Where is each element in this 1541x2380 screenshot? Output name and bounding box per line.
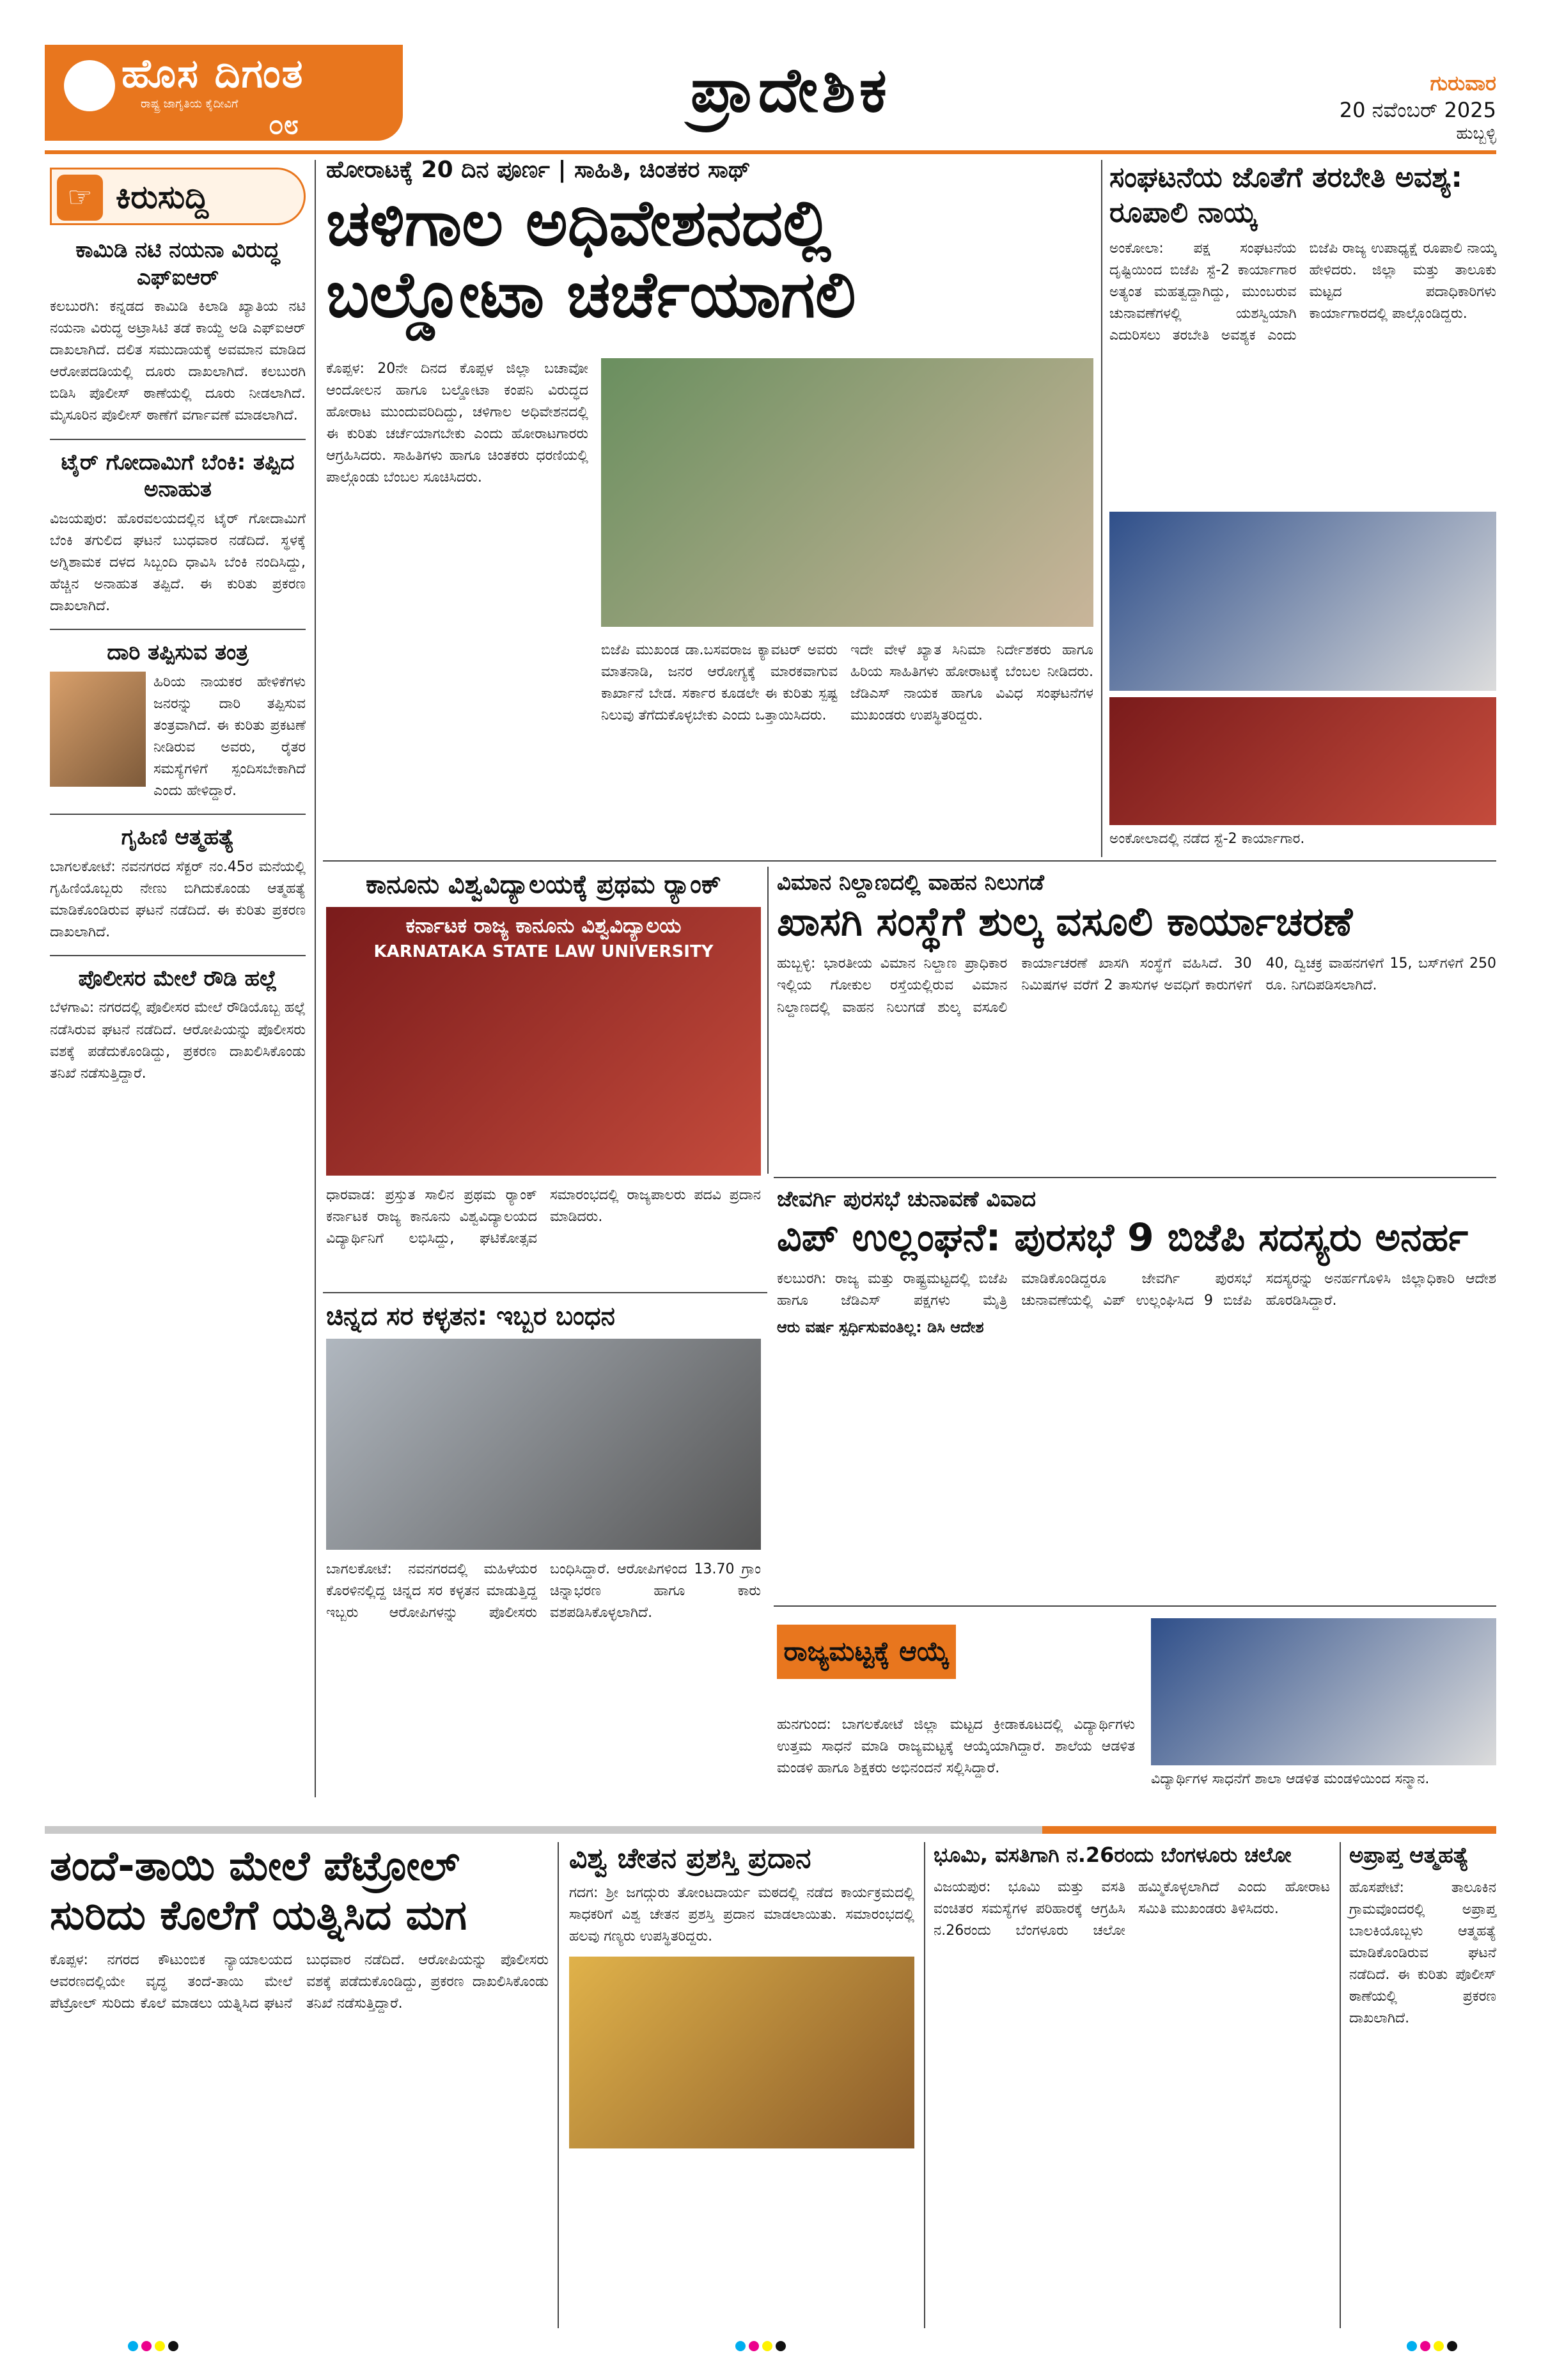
brief-title: ಗೃಹಿಣಿ ಆತ್ಮಹತ್ಯೆ (121, 824, 235, 851)
state-level-caption: ವಿದ್ಯಾರ್ಥಿಗಳ ಸಾಧನೆಗೆ ಶಾಲಾ ಆಡಳಿತ ಮಂಡಳಿಯಿಂದ ಸನ್ಮಾನ. (1151, 1769, 1496, 1790)
section-rule (323, 1292, 767, 1293)
murder-headline-1: ತಂದೆ-ತಾಯಿ ಮೇಲೆ ಪೆಟ್ರೋಲ್ (50, 1843, 460, 1890)
masthead-rule (45, 150, 1496, 154)
airport-kicker: ವಿಮಾನ ನಿಲ್ದಾಣದಲ್ಲಿ ವಾಹನ ನಿಲುಗಡೆ (777, 870, 1044, 895)
date: 20 ನವೆಂಬರ್ 2025 (1339, 97, 1496, 122)
jevargi-body: ಕಲಬುರಗಿ: ರಾಜ್ಯ ಮತ್ತು ರಾಷ್ಟ್ರಮಟ್ಟದಲ್ಲಿ ಬಿಜೆಪಿ ಹಾಗೂ ಜೆಡಿಎಸ್ ಪಕ್ಷಗಳು ಮೈತ್ರಿ ಮಾಡಿಕೊಂಡಿದ್ದರೂ ಜೇವರ್ಗಿ ಪುರಸಭೆ ಚುನಾವಣೆಯಲ್ಲಿ ವಿಪ್ ಉಲ್ಲಂಘಿಸಿದ 9 ಬಿಜೆಪಿ ಸದಸ್ಯರನ್ನು ಅನರ್ಹಗೊಳಿಸಿ ಜಿಲ್ಲಾಧಿಕಾರಿ ಆದೇಶ ಹೊರಡಿಸಿದ್ದಾರೆ. (777, 1271, 1496, 1309)
column-divider (767, 867, 769, 1174)
suicide-body: ಹೊಸಪೇಟೆ: ತಾಲೂಕಿನ ಗ್ರಾಮವೊಂದರಲ್ಲಿ ಅಪ್ರಾಪ್ತ ಬಾಲಕಿಯೊಬ್ಬಳು ಆತ್ಮಹತ್ಯೆ ಮಾಡಿಕೊಂಡಿರುವ ಘಟನೆ ನಡೆದಿದೆ. ಈ ಕುರಿತು ಪೊಲೀಸ್ ಠಾಣೆಯಲ್ಲಿ ಪ್ರಕರಣ ದಾಖಲಾಗಿದೆ. (1349, 1879, 1496, 2027)
murder-body: ಕೊಪ್ಪಳ: ನಗರದ ಕೌಟುಂಬಿಕ ನ್ಯಾಯಾಲಯದ ಆವರಣದಲ್ಲಿಯೇ ವೃದ್ಧ ತಂದೆ-ತಾಯಿ ಮೇಲೆ ಪೆಟ್ರೋಲ್ ಸುರಿದು ಕೊಲೆ ಮಾಡಲು ಯತ್ನಿಸಿದ ಘಟನೆ ಬುಧವಾರ ನಡೆದಿದೆ. ಆರೋಪಿಯನ್ನು ಪೊಲೀಸರು ವಶಕ್ಕೆ ಪಡೆದುಕೊಂಡಿದ್ದು, ಪ್ರಕರಣ ದಾಖಲಿಸಿಕೊಂಡು ತನಿಖೆ ನಡೆಸುತ್ತಿದ್ದಾರೆ. (50, 1951, 549, 2012)
brief-body: ಬೆಳಗಾವಿ: ನಗರದಲ್ಲಿ ಪೊಲೀಸರ ಮೇಲೆ ರೌಡಿಯೊಬ್ಬ ಹಲ್ಲೆ ನಡೆಸಿರುವ ಘಟನೆ ನಡೆದಿದೆ. ಆರೋಪಿಯನ್ನು ಪೊಲೀಸರು ವಶಕ್ಕೆ ಪಡೆದುಕೊಂಡಿದ್ದು, ಪ್ರಕರಣ ದಾಖಲಿಸಿಕೊಂಡು ತನಿಖೆ ನಡೆಸುತ್ತಿದ್ದಾರೆ. (50, 1000, 306, 1082)
column-divider (924, 1842, 925, 2328)
brief-item (50, 449, 306, 617)
section-rule (774, 1605, 1496, 1607)
section-title: ಪ್ರಾದೇಶಿಕ (691, 54, 891, 126)
lead-body-col3: ಇದೇ ವೇಳೆ ಖ್ಯಾತ ಸಿನಿಮಾ ನಿರ್ದೇಶಕರು ಹಾಗೂ ಹಿರಿಯ ಸಾಹಿತಿಗಳು ಹೋರಾಟಕ್ಕೆ ಬೆಂಬಲ ನೀಡಿದರು. ಜೆಡಿಎಸ್ ನಾಯಕ ಹಾಗೂ ವಿವಿಧ ಸಂಘಟನೆಗಳ ಮುಖಂಡರು ಉಪಸ್ಥಿತರಿದ್ದರು. (850, 642, 1093, 724)
rupali-photo-1 (1109, 512, 1496, 691)
state-level-body: ಹುನಗುಂದ: ಬಾಗಲಕೋಟೆ ಜಿಲ್ಲಾ ಮಟ್ಟದ ಕ್ರೀಡಾಕೂಟದಲ್ಲಿ ವಿದ್ಯಾರ್ಥಿಗಳು ಉತ್ತಮ ಸಾಧನೆ ಮಾಡಿ ರಾಜ್ಯಮಟ್ಟಕ್ಕೆ ಆಯ್ಕೆಯಾಗಿದ್ದಾರೆ. ಶಾಲೆಯ ಆಡಳಿತ ಮಂಡಳಿ ಹಾಗೂ ಶಿಕ್ಷಕರು ಅಭಿನಂದನೆ ಸಲ್ಲಿಸಿದ್ದಾರೆ. (777, 1717, 1135, 1777)
section-rule (323, 860, 1496, 862)
city: ಹುಬ್ಬಳ್ಳಿ (1456, 124, 1496, 144)
column-divider (1340, 1842, 1341, 2328)
jevargi-subhead: ಆರು ವರ್ಷ ಸ್ಪರ್ಧಿಸುವಂತಿಲ್ಲ: ಡಿಸಿ ಆದೇಶ (777, 1318, 984, 1337)
airport-headline: ಖಾಸಗಿ ಸಂಸ್ಥೆಗೆ ಶುಲ್ಕ ವಸೂಲಿ ಕಾರ್ಯಾಚರಣೆ (777, 898, 1353, 945)
award-photo (569, 1957, 914, 2148)
rupali-body: ಅಂಕೋಲಾ: ಪಕ್ಷ ಸಂಘಟನೆಯ ದೃಷ್ಟಿಯಿಂದ ಬಿಜೆಪಿ ಸ್ಟೆ-2 ಕಾರ್ಯಾಗಾರ ಅತ್ಯಂತ ಮಹತ್ವದ್ದಾಗಿದ್ದು, ಮುಂಬರುವ ಚುನಾವಣೆಗಳಲ್ಲಿ ಯಶಸ್ವಿಯಾಗಿ ಎದುರಿಸಲು ತರಬೇತಿ ಅವಶ್ಯಕ ಎಂದು ಬಿಜೆಪಿ ರಾಜ್ಯ ಉಪಾಧ್ಯಕ್ಷೆ ರೂಪಾಲಿ ನಾಯ್ಕ ಹೇಳಿದರು. ಜಿಲ್ಲಾ ಮತ್ತು ತಾಲೂಕು ಮಟ್ಟದ ಪದಾಧಿಕಾರಿಗಳು ಕಾರ್ಯಾಗಾರದಲ್ಲಿ ಪಾಲ್ಗೊಂಡಿದ್ದರು. (1109, 240, 1496, 344)
rupali-caption: ಅಂಕೋಲಾದಲ್ಲಿ ನಡೆದ ಸ್ಟೆ-2 ಕಾರ್ಯಾಗಾರ. (1109, 828, 1496, 849)
award-headline: ವಿಶ್ವ ಚೇತನ ಪ್ರಶಸ್ತಿ ಪ್ರದಾನ (569, 1842, 811, 1875)
rupali-photo-2 (1109, 697, 1496, 825)
chain-theft-story (326, 1302, 761, 1624)
chain-headline: ಚಿನ್ನದ ಸರ ಕಳ್ಳತನ: ಇಬ್ಬರ ಬಂಧನ (326, 1302, 615, 1331)
lead-headline-2: ಬಲ್ಡೋಟಾ ಚರ್ಚೆಯಾಗಲಿ (326, 257, 856, 332)
divider (50, 955, 306, 956)
land-body: ವಿಜಯಪುರ: ಭೂಮಿ ಮತ್ತು ವಸತಿ ವಂಚಿತರ ಸಮಸ್ಯೆಗಳ ಪರಿಹಾರಕ್ಕೆ ಆಗ್ರಹಿಸಿ ನ.26ರಂದು ಬೆಂಗಳೂರು ಚಲೋ ಹಮ್ಮಿಕೊಳ್ಳಲಾಗಿದೆ ಎಂದು ಹೋರಾಟ ಸಮಿತಿ ಮುಖಂಡರು ತಿಳಿಸಿದರು. (934, 1879, 1330, 1939)
lead-headline-1: ಚಳಿಗಾಲ ಅಧಿವೇಶನದಲ್ಲಿ (326, 185, 831, 260)
column-divider (315, 160, 316, 1797)
registration-marks (735, 2341, 786, 2354)
brief-body: ಕಲಬುರಗಿ: ಕನ್ನಡದ ಕಾಮಿಡಿ ಕಿಲಾಡಿ ಖ್ಯಾತಿಯ ನಟಿ ನಯನಾ ವಿರುದ್ಧ ಅಟ್ರಾಸಿಟಿ ತಡೆ ಕಾಯ್ದೆ ಅಡಿ ಎಫ್‌ಐಆರ್ ದಾಖಲಾಗಿದೆ. ದಲಿತ ಸಮುದಾಯಕ್ಕೆ ಅವಮಾನ ಮಾಡಿದ ಆರೋಪದಡಿಯಲ್ಲಿ ದೂರು ದಾಖಲಾಗಿದೆ. ಕಲಬುರಗಿ ಬಿಡಿಸಿ ಪೊಲೀಸ್ ಠಾಣೆಯಲ್ಲಿ ದೂರು ನೀಡಲಾಗಿದೆ. ಮೈಸೂರಿನ ಪೊಲೀಸ್ ಠಾಣೆಗೆ ವರ್ಗಾವಣೆ ಮಾಡಲಾಗಿದೆ. (50, 299, 306, 424)
land-story (934, 1842, 1330, 1942)
dateline (1330, 70, 1496, 145)
bottom-divider (45, 1826, 1042, 1834)
jevargi-headline: ವಿಪ್ ಉಲ್ಲಂಘನೆ: ಪುರಸಭೆ 9 ಬಿಜೆಪಿ ಸದಸ್ಯರು ಅನರ್ಹ (777, 1215, 1469, 1260)
rupali-story (1109, 160, 1496, 347)
portrait-photo (50, 672, 146, 787)
award-body: ಗದಗ: ಶ್ರೀ ಜಗದ್ಗುರು ತೋಂಟದಾರ್ಯ ಮಠದಲ್ಲಿ ನಡೆದ ಕಾರ್ಯಕ್ರಮದಲ್ಲಿ ಸಾಧಕರಿಗೆ ವಿಶ್ವ ಚೇತನ ಪ್ರಶಸ್ತಿ ಪ್ರದಾನ ಮಾಡಲಾಯಿತು. ಸಮಾರಂಭದಲ್ಲಿ ಹಲವು ಗಣ್ಯರು ಉಪಸ್ಥಿತರಿದ್ದರು. (569, 1885, 914, 1945)
kirusuddi-badge (50, 168, 306, 225)
murder-headline-2: ಸುರಿದು ಕೊಲೆಗೆ ಯತ್ನಿಸಿದ ಮಗ (50, 1891, 467, 1939)
lead-kicker: ಹೋರಾಟಕ್ಕೆ 20 ದಿನ ಪೂರ್ಣ | ಸಾಹಿತಿ, ಚಿಂತಕರ ಸಾಥ್ (326, 157, 751, 183)
brief-body: ವಿಜಯಪುರ: ಹೊರವಲಯದಲ್ಲಿನ ಟೈರ್ ಗೋದಾಮಿಗೆ ಬೆಂಕಿ ತಗುಲಿದ ಘಟನೆ ಬುಧವಾರ ನಡೆದಿದೆ. ಸ್ಥಳಕ್ಕೆ ಅಗ್ನಿಶಾಮಕ ದಳದ ಸಿಬ್ಬಂದಿ ಧಾವಿಸಿ ಬೆಂಕಿ ನಂದಿಸಿದ್ದು, ಹೆಚ್ಚಿನ ಅನಾಹುತ ತಪ್ಪಿದೆ. ಈ ಕುರಿತು ಪ್ರಕರಣ ದಾಖಲಾಗಿದೆ. (50, 510, 306, 614)
award-story (569, 1842, 914, 2148)
brief-item (50, 237, 306, 427)
divider (50, 439, 306, 440)
brief-title: ಟೈರ್ ಗೋದಾಮಿಗೆ ಬೆಂಕಿ: ತಪ್ಪಿದ ಅನಾಹುತ (61, 449, 295, 503)
state-level-label: ರಾಜ್ಯಮಟ್ಟಕ್ಕೆ ಆಯ್ಕೆ (777, 1625, 956, 1679)
brief-title: ದಾರಿ ತಪ್ಪಿಸುವ ತಂತ್ರ (107, 640, 249, 666)
chain-body: ಬಾಗಲಕೋಟೆ: ನವನಗರದಲ್ಲಿ ಮಹಿಳೆಯರ ಕೊರಳಿನಲ್ಲಿದ್ದ ಚಿನ್ನದ ಸರ ಕಳ್ಳತನ ಮಾಡುತ್ತಿದ್ದ ಇಬ್ಬರು ಆರೋಪಿಗಳನ್ನು ಪೊಲೀಸರು ಬಂಧಿಸಿದ್ದಾರೆ. ಆರೋಪಿಗಳಿಂದ 13.70 ಗ್ರಾಂ ಚಿನ್ನಾಭರಣ ಹಾಗೂ ಕಾರು ವಶಪಡಿಸಿಕೊಳ್ಳಲಾಗಿದೆ. (326, 1561, 761, 1621)
airport-body: ಹುಬ್ಬಳ್ಳಿ: ಭಾರತೀಯ ವಿಮಾನ ನಿಲ್ದಾಣ ಪ್ರಾಧಿಕಾರ ಇಲ್ಲಿಯ ಗೋಕುಲ ರಸ್ತೆಯಲ್ಲಿರುವ ವಿಮಾನ ನಿಲ್ದಾಣದಲ್ಲಿ ವಾಹನ ನಿಲುಗಡೆ ಶುಲ್ಕ ವಸೂಲಿ ಕಾರ್ಯಾಚರಣೆ ಖಾಸಗಿ ಸಂಸ್ಥೆಗೆ ವಹಿಸಿದೆ. 30 ನಿಮಿಷಗಳ ವರೆಗೆ 2 ತಾಸುಗಳ ಅವಧಿಗೆ ಕಾರುಗಳಿಗೆ 40, ದ್ವಿಚಕ್ರ ವಾಹನಗಳಿಗೆ 15, ಬಸ್‌ಗಳಿಗೆ 250 ರೂ. ನಿಗದಿಪಡಿಸಲಾಗಿದೆ. (777, 956, 1496, 1016)
paper-name: ಹೊಸ ದಿಗಂತ (121, 50, 304, 97)
airport-story (777, 870, 1496, 1019)
pointing-hand-icon: ☞ (57, 175, 103, 221)
jevargi-story (777, 1186, 1496, 1336)
divider (50, 629, 306, 630)
brief-item (50, 639, 306, 802)
brief-body: ಹಿರಿಯ ನಾಯಕರ ಹೇಳಿಕೆಗಳು ಜನರನ್ನು ದಾರಿ ತಪ್ಪಿಸುವ ತಂತ್ರವಾಗಿದೆ. ಈ ಕುರಿತು ಪ್ರಕಟಣೆ ನೀಡಿರುವ ಅವರು, ರೈತರ ಸಮಸ್ಯೆಗಳಿಗೆ ಸ್ಪಂದಿಸಬೇಕಾಗಿದೆ ಎಂದು ಹೇಳಿದ್ದಾರೆ. (153, 674, 306, 799)
brief-item (50, 824, 306, 943)
lead-body-col1: ಕೊಪ್ಪಳ: 20ನೇ ದಿನದ ಕೊಪ್ಪಳ ಜಿಲ್ಲಾ ಬಚಾವೋ ಆಂದೋಲನ ಹಾಗೂ ಬಲ್ಡೋಟಾ ಕಂಪನಿ ವಿರುದ್ಧದ ಹೋರಾಟ ಮುಂದುವರಿದಿದ್ದು, ಚಳಿಗಾಲ ಅಧಿವೇಶನದಲ್ಲಿ ಈ ಕುರಿತು ಚರ್ಚೆಯಾಗಬೇಕು ಎಂದು ಹೋರಾಟಗಾರರು ಆಗ್ರಹಿಸಿದರು. ಸಾಹಿತಿಗಳು ಹಾಗೂ ಚಿಂತಕರು ಧರಣಿಯಲ್ಲಿ ಪಾಲ್ಗೊಂಡು ಬೆಂಬಲ ಸೂಚಿಸಿದರು. (326, 361, 588, 486)
banner-line-2: KARNATAKA STATE LAW UNIVERSITY (373, 942, 714, 961)
lead-photo (601, 358, 1093, 627)
day: ಗುರುವಾರ (1430, 71, 1496, 95)
lead-body-col2: ಬಿಜೆಪಿ ಮುಖಂಡ ಡಾ.ಬಸವರಾಜ ಕ್ಯಾವಟರ್ ಅವರು ಮಾತನಾಡಿ, ಜನರ ಆರೋಗ್ಯಕ್ಕೆ ಮಾರಕವಾಗುವ ಕಾರ್ಖಾನೆ ಬೇಡ. ಸರ್ಕಾರ ಕೂಡಲೇ ಈ ಕುರಿತು ಸ್ಪಷ್ಟ ನಿಲುವು ತೆಗೆದುಕೊಳ್ಳಬೇಕು ಎಂದು ಒತ್ತಾಯಿಸಿದರು. (601, 642, 838, 724)
masthead-logo (45, 45, 403, 141)
column-divider (558, 1842, 559, 2328)
lead-story (326, 157, 1093, 331)
bottom-divider-accent (1042, 1826, 1496, 1834)
brief-body: ಬಾಗಲಕೋಟೆ: ನವನಗರದ ಸೆಕ್ಟರ್ ನಂ.45ರ ಮನೆಯಲ್ಲಿ ಗೃಹಿಣಿಯೊಬ್ಬರು ನೇಣು ಬಿಗಿದುಕೊಂಡು ಆತ್ಮಹತ್ಯೆ ಮಾಡಿಕೊಂಡಿರುವ ಘಟನೆ ನಡೆದಿದೆ. ಈ ಕುರಿತು ಪ್ರಕರಣ ದಾಖಲಾಗಿದೆ. (50, 858, 306, 940)
land-headline: ಭೂಮಿ, ವಸತಿಗಾಗಿ ನ.26ರಂದು ಬೆಂಗಳೂರು ಚಲೋ (934, 1843, 1292, 1867)
suicide-story (1349, 1842, 1496, 2029)
jevargi-kicker: ಜೇವರ್ಗಿ ಪುರಸಭೆ ಚುನಾವಣೆ ವಿವಾದ (777, 1186, 1036, 1212)
brief-title: ಕಾಮಿಡಿ ನಟಿ ನಯನಾ ವಿರುದ್ಧ ಎಫ್‌ಐಆರ್ (75, 237, 280, 290)
emblem-icon (64, 60, 115, 111)
registration-marks (1407, 2341, 1457, 2354)
law-body: ಧಾರವಾಡ: ಪ್ರಸ್ತುತ ಸಾಲಿನ ಪ್ರಥಮ ರ‍್ಯಾಂಕ್ ಕರ್ನಾಟಕ ರಾಜ್ಯ ಕಾನೂನು ವಿಶ್ವವಿದ್ಯಾಲಯದ ವಿದ್ಯಾರ್ಥಿನಿಗೆ ಲಭಿಸಿದ್ದು, ಘಟಿಕೋತ್ಸವ ಸಮಾರಂಭದಲ್ಲಿ ರಾಜ್ಯಪಾಲರು ಪದವಿ ಪ್ರದಾನ ಮಾಡಿದರು. (326, 1187, 761, 1247)
law-photo (326, 907, 761, 1176)
chain-photo (326, 1339, 761, 1550)
kirusuddi-label: ಕಿರುಸುದ್ದಿ (116, 178, 209, 216)
kirusuddi-column (50, 237, 306, 1085)
law-university-story (326, 870, 761, 1250)
suicide-headline: ಅಪ್ರಾಪ್ತ ಆತ್ಮಹತ್ಯೆ (1349, 1843, 1469, 1868)
divider (50, 814, 306, 815)
state-level-photo (1151, 1618, 1496, 1765)
brief-item (50, 965, 306, 1085)
section-rule (774, 1177, 1496, 1178)
tagline: ರಾಷ್ಟ್ರ ಜಾಗೃತಿಯ ಕೈದೀವಿಗೆ (141, 97, 239, 111)
page-number: ೦೮ (269, 109, 299, 140)
rupali-headline: ಸಂಘಟನೆಯ ಜೊತೆಗೆ ತರಬೇತಿ ಅವಶ್ಯ: ರೂಪಾಲಿ ನಾಯ್ಕ (1109, 161, 1462, 229)
law-headline: ಕಾನೂನು ವಿಶ್ವವಿದ್ಯಾಲಯಕ್ಕೆ ಪ್ರಥಮ ರ‍್ಯಾಂಕ್ (366, 870, 721, 899)
banner-line-1: ಕರ್ನಾಟಕ ರಾಜ್ಯ ಕಾನೂನು ವಿಶ್ವವಿದ್ಯಾಲಯ (405, 913, 682, 938)
column-divider (1101, 160, 1102, 857)
brief-title: ಪೊಲೀಸರ ಮೇಲೆ ರೌಡಿ ಹಲ್ಲೆ (78, 965, 278, 991)
murder-story (50, 1842, 549, 2015)
registration-marks (128, 2341, 178, 2354)
